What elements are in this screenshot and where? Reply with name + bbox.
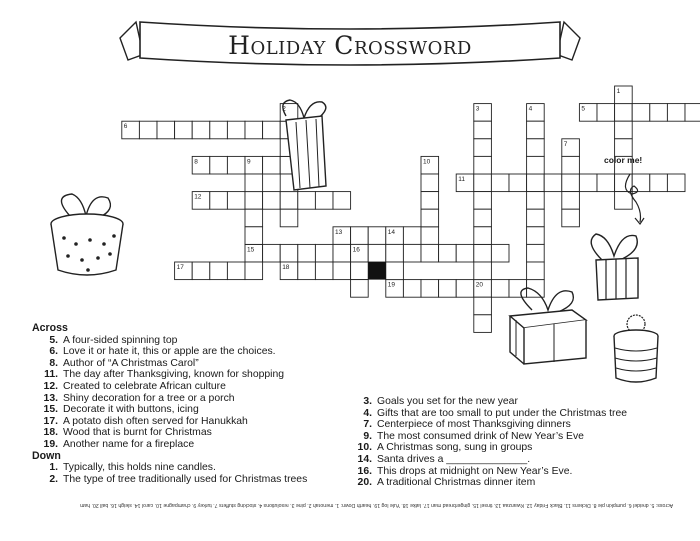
- down-heading: Down: [32, 449, 61, 462]
- clue-number: 13.: [43, 392, 58, 404]
- grid-cell[interactable]: [474, 209, 492, 227]
- clue-number: 16.: [357, 465, 372, 477]
- grid-cell[interactable]: [403, 227, 421, 245]
- clue-text: Love it or hate it, this or apple are the choices.: [63, 346, 276, 358]
- clue-text: Wood that is burnt for Christmas: [63, 427, 212, 439]
- cell-number-5: 5: [581, 105, 586, 113]
- grid-cell[interactable]: [421, 174, 439, 192]
- clue-text: Another name for a fireplace: [63, 438, 195, 450]
- color-me-label: color me!: [604, 155, 643, 165]
- clue-number: 20.: [357, 477, 372, 489]
- grid-cell[interactable]: [527, 244, 545, 262]
- clue-16: [352, 466, 627, 478]
- grid-cell[interactable]: [527, 192, 545, 210]
- grid-cell[interactable]: [280, 244, 298, 262]
- grid-cell[interactable]: [139, 121, 157, 139]
- clue-17: [32, 416, 307, 428]
- grid-cell[interactable]: [351, 262, 369, 280]
- grid-cell[interactable]: [579, 174, 597, 192]
- clue-text: Decorate it with buttons, icing: [63, 404, 199, 416]
- clue-text: The most consumed drink of New Year’s Eve: [377, 430, 584, 442]
- clue-7: [352, 419, 627, 431]
- clue-13: [32, 393, 307, 405]
- cell-number-4: 4: [528, 105, 533, 113]
- grid-cell[interactable]: [245, 121, 263, 139]
- grid-cell[interactable]: [527, 209, 545, 227]
- grid-cell[interactable]: [474, 227, 492, 245]
- grid-cell[interactable]: [386, 244, 404, 262]
- grid-cell[interactable]: [562, 192, 580, 210]
- clue-19: [32, 439, 307, 451]
- clues-left: [32, 323, 307, 485]
- cell-number-8: 8: [194, 158, 198, 166]
- grid-cell[interactable]: [474, 315, 492, 333]
- grid-cell[interactable]: [527, 227, 545, 245]
- grid-cell[interactable]: [403, 280, 421, 298]
- grid-cell[interactable]: [632, 104, 650, 122]
- clue-number: 5.: [49, 334, 58, 346]
- grid-cell[interactable]: [175, 121, 193, 139]
- cell-number-20: 20: [475, 281, 484, 289]
- grid-cell[interactable]: [227, 192, 245, 210]
- clue-number: 4.: [363, 407, 372, 419]
- cell-number-11: 11: [458, 176, 465, 183]
- grid-cell[interactable]: [474, 174, 492, 192]
- clue-14: [352, 454, 627, 466]
- clue-number: 9.: [363, 430, 372, 442]
- grid-cell[interactable]: [439, 244, 457, 262]
- clue-number: 18.: [43, 427, 58, 439]
- grid-cell[interactable]: [280, 209, 298, 227]
- grid-cell[interactable]: [667, 104, 685, 122]
- clue-text: The day after Thanksgiving, known for shopping: [63, 369, 285, 381]
- grid-cell[interactable]: [227, 156, 245, 174]
- clue-text: A traditional Christmas dinner item: [377, 477, 536, 489]
- down-clue-list-continued: [352, 396, 627, 489]
- clue-15: [32, 404, 307, 416]
- cell-number-17: 17: [176, 264, 184, 271]
- clue-text: Typically, this holds nine candles.: [63, 462, 216, 474]
- answer-key: Across: 5. dreidel 6. pumpkin pie 8. Dickens 11. Black Friday 12. Kwanzaa 13. tinsel 15. gingerbread man 17. latke 18. Yule log 19. hearth Down: 1. menorah 2. pine 3. resolutions 4. stocking stuffers 7. turkey 9. champagne 10. carol 14. sleigh 16. ball 20. ham: [80, 502, 674, 508]
- grid-cell[interactable]: [245, 262, 263, 280]
- clue-9: [352, 431, 627, 443]
- grid-cell[interactable]: [245, 227, 263, 245]
- grid-cell[interactable]: [421, 280, 439, 298]
- clue-text: Created to celebrate African culture: [63, 380, 226, 392]
- page-title: Holiday Crossword: [228, 31, 472, 60]
- clue-2: [32, 474, 307, 486]
- clue-text: A Christmas song, sung in groups: [377, 442, 533, 454]
- grid-cell[interactable]: [491, 244, 509, 262]
- clue-number: 1.: [49, 462, 58, 474]
- clue-text: A four-sided spinning top: [63, 334, 178, 346]
- grid-cell[interactable]: [263, 244, 281, 262]
- clue-text: Centerpiece of most Thanksgiving dinners: [377, 419, 571, 431]
- grid-cell[interactable]: [597, 174, 615, 192]
- cell-number-19: 19: [387, 281, 396, 289]
- grid-cell[interactable]: [351, 280, 369, 298]
- clue-text: A potato dish often served for Hanukkah: [63, 415, 248, 427]
- grid-cell[interactable]: [421, 209, 439, 227]
- black-cell: [368, 262, 386, 280]
- grid-cell[interactable]: [474, 139, 492, 157]
- clue-10: [352, 442, 627, 454]
- clue-text: Gifts that are too small to put under the Christmas tree: [377, 407, 628, 419]
- grid-cell[interactable]: [192, 121, 210, 139]
- grid-cell[interactable]: [615, 121, 633, 139]
- grid-cell[interactable]: [474, 156, 492, 174]
- grid-cell[interactable]: [527, 262, 545, 280]
- cell-number-14: 14: [387, 228, 396, 236]
- grid-cell[interactable]: [368, 244, 386, 262]
- clue-number: 3.: [363, 396, 372, 407]
- grid-cell[interactable]: [562, 174, 580, 192]
- grid-cell[interactable]: [227, 262, 245, 280]
- cell-number-16: 16: [352, 246, 360, 254]
- clue-number: 12.: [43, 380, 58, 392]
- grid-cell[interactable]: [210, 192, 228, 210]
- grid-cell[interactable]: [456, 280, 474, 298]
- across-heading: Across: [32, 322, 68, 334]
- clue-18: [32, 427, 307, 439]
- cell-number-6: 6: [123, 123, 128, 131]
- grid-cell[interactable]: [615, 104, 633, 122]
- clue-number: 14.: [357, 453, 372, 465]
- grid-cell[interactable]: [210, 156, 228, 174]
- clue-4: [352, 408, 627, 420]
- cell-number-9: 9: [247, 158, 251, 166]
- grid-cell[interactable]: [544, 174, 562, 192]
- cell-number-15: 15: [247, 246, 255, 254]
- clues-right: [352, 396, 627, 489]
- grid-cell[interactable]: [210, 121, 228, 139]
- clue-8: [32, 358, 307, 370]
- grid-cell[interactable]: [298, 262, 316, 280]
- grid-cell[interactable]: [685, 104, 700, 122]
- cell-number-12: 12: [194, 193, 202, 201]
- grid-cell[interactable]: [474, 192, 492, 210]
- grid-cell[interactable]: [245, 192, 263, 210]
- clue-1: [32, 462, 307, 474]
- arrow-icon: [618, 168, 658, 228]
- cell-number-3: 3: [475, 105, 480, 113]
- grid-cell[interactable]: [615, 139, 633, 157]
- grid-cell[interactable]: [527, 174, 545, 192]
- clue-text: This drops at midnight on New Year’s Eve.: [377, 465, 573, 477]
- clue-number: 15.: [43, 404, 58, 416]
- clue-text: Shiny decoration for a tree or a porch: [63, 392, 235, 404]
- cell-number-7: 7: [563, 140, 568, 148]
- grid-cell[interactable]: [650, 104, 668, 122]
- grid-cell[interactable]: [403, 244, 421, 262]
- box-gift-icon: [502, 286, 592, 371]
- clue-number: 8.: [49, 357, 58, 369]
- cell-number-2: 2: [282, 105, 286, 113]
- clue-text: Goals you set for the new year: [377, 396, 518, 407]
- across-clue-list: [32, 335, 307, 451]
- grid-cell[interactable]: [474, 244, 492, 262]
- grid-cell[interactable]: [474, 121, 492, 139]
- clue-20: [352, 477, 627, 489]
- grid-cell[interactable]: [527, 121, 545, 139]
- cell-number-10: 10: [423, 158, 431, 166]
- grid-cell[interactable]: [474, 297, 492, 315]
- grid-cell[interactable]: [491, 174, 509, 192]
- clue-6: [32, 346, 307, 358]
- grid-cell[interactable]: [192, 262, 210, 280]
- grid-cell[interactable]: [245, 174, 263, 192]
- grid-cell[interactable]: [667, 174, 685, 192]
- grid-cell[interactable]: [562, 209, 580, 227]
- clue-number: 2.: [49, 473, 58, 485]
- grid-cell[interactable]: [333, 262, 351, 280]
- tall-gift-icon: [272, 98, 342, 198]
- grid-cell[interactable]: [421, 192, 439, 210]
- grid-cell[interactable]: [474, 262, 492, 280]
- grid-cell[interactable]: [315, 244, 333, 262]
- clue-number: 7.: [363, 419, 372, 431]
- grid-cell[interactable]: [456, 244, 474, 262]
- grid-cell[interactable]: [421, 227, 439, 245]
- grid-cell[interactable]: [386, 262, 404, 280]
- clue-number: 19.: [43, 438, 58, 450]
- grid-cell[interactable]: [421, 244, 439, 262]
- clue-number: 17.: [43, 415, 58, 427]
- clue-12: [32, 381, 307, 393]
- pompom-gift-icon: [606, 312, 666, 387]
- dotted-gift-icon: [42, 186, 132, 281]
- grid-cell[interactable]: [527, 156, 545, 174]
- grid-cell[interactable]: [509, 174, 527, 192]
- grid-cell[interactable]: [210, 262, 228, 280]
- grid-cell[interactable]: [439, 280, 457, 298]
- grid-cell[interactable]: [245, 209, 263, 227]
- cell-number-13: 13: [335, 228, 343, 236]
- clue-number: 6.: [49, 346, 58, 358]
- clue-text: The type of tree traditionally used for Christmas trees: [63, 473, 308, 485]
- clue-5: [32, 335, 307, 347]
- grid-cell[interactable]: [368, 227, 386, 245]
- cell-number-1: 1: [616, 88, 621, 95]
- grid-cell[interactable]: [527, 139, 545, 157]
- clue-number: 11.: [44, 369, 58, 381]
- clue-11: [32, 369, 307, 381]
- clue-text: Author of “A Christmas Carol”: [63, 357, 199, 369]
- grid-cell[interactable]: [227, 121, 245, 139]
- grid-cell[interactable]: [157, 121, 175, 139]
- clue-text: Santa drives a ______________.: [377, 453, 531, 465]
- grid-cell[interactable]: [333, 244, 351, 262]
- down-clue-list: [32, 462, 307, 485]
- clue-number: 10.: [357, 442, 372, 454]
- grid-cell[interactable]: [351, 227, 369, 245]
- clue-3: [352, 396, 627, 408]
- cell-number-18: 18: [282, 264, 290, 271]
- grid-cell[interactable]: [562, 156, 580, 174]
- grid-cell[interactable]: [597, 104, 615, 122]
- grid-cell[interactable]: [315, 262, 333, 280]
- grid-cell[interactable]: [298, 244, 316, 262]
